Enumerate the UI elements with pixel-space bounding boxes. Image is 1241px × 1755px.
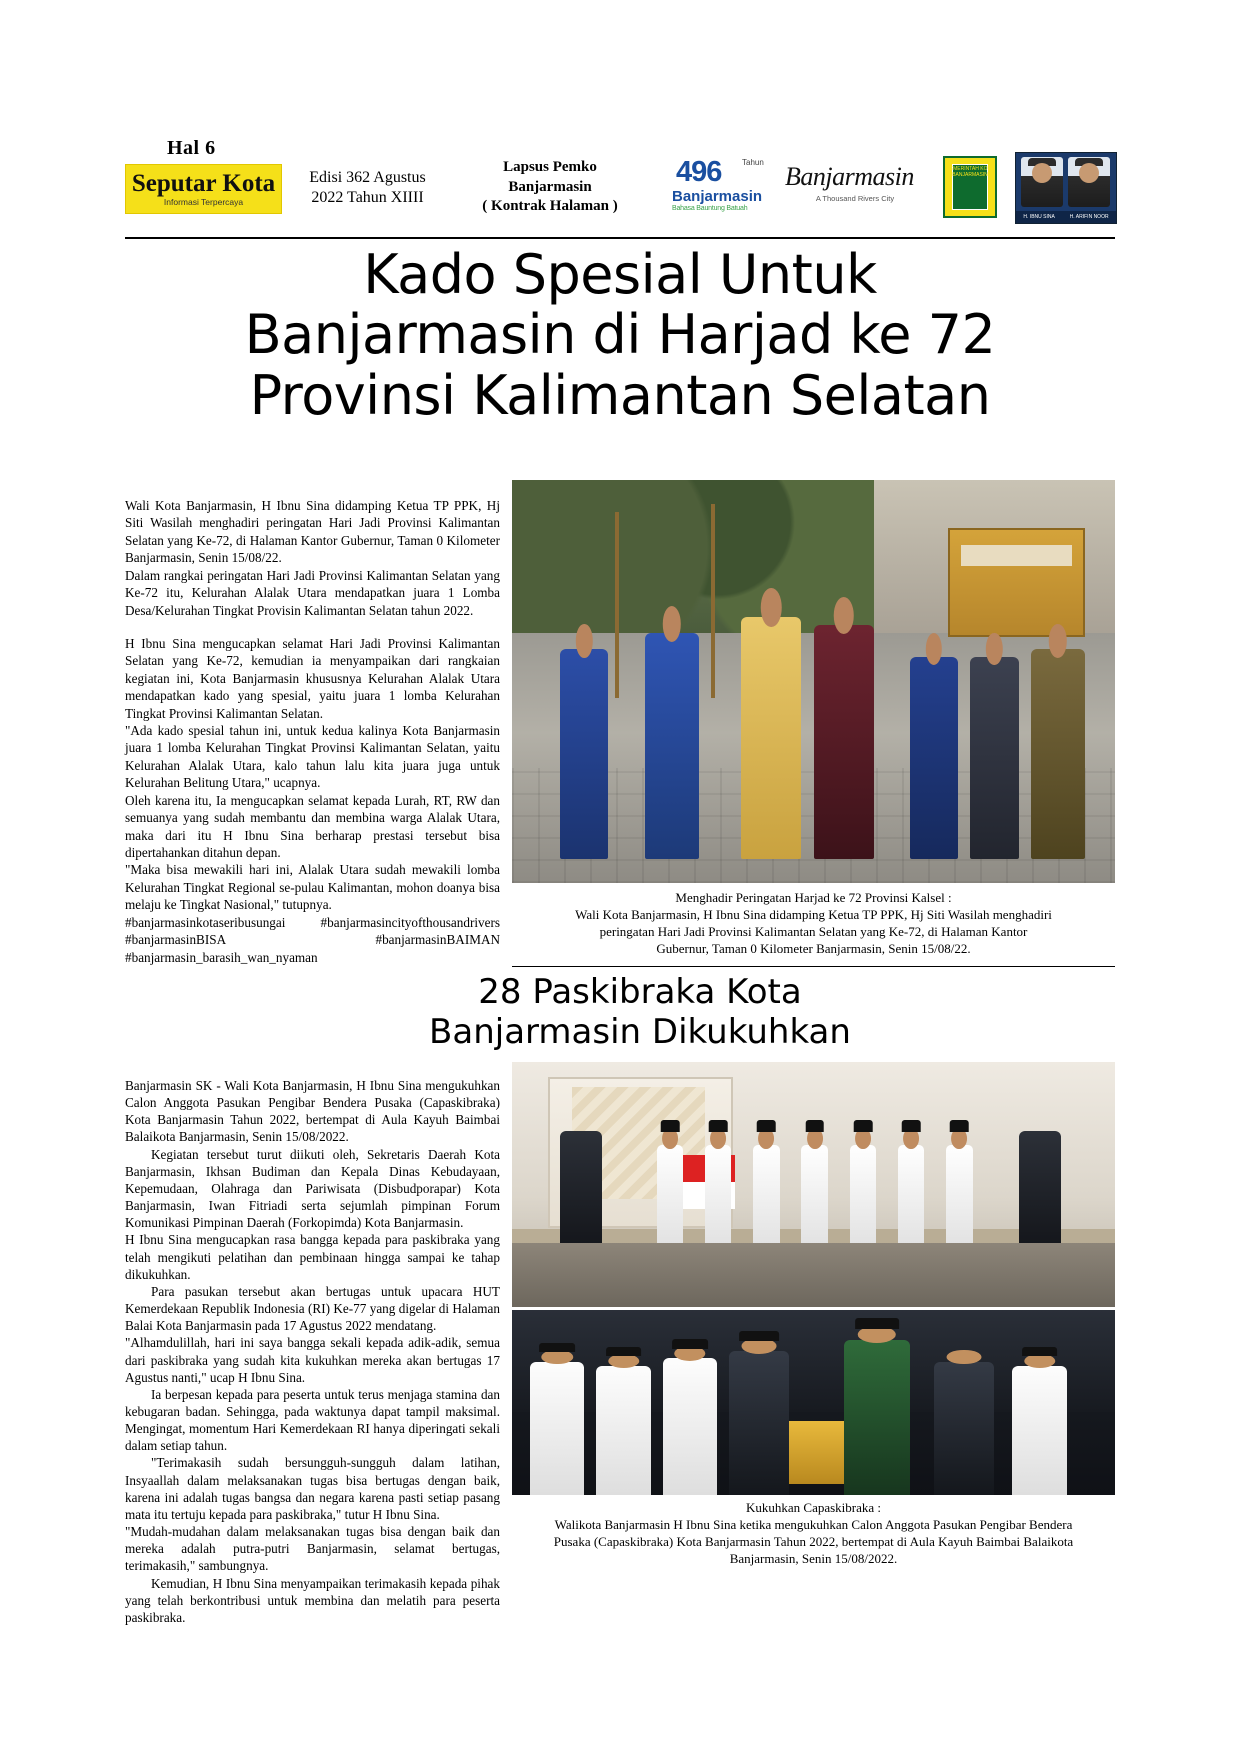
paskibraka-figure <box>663 1358 717 1495</box>
city-brand-name: Banjarmasin <box>785 162 914 191</box>
anniversary-tagline: Bahasa Bauntung Batuah <box>672 205 748 212</box>
paskibraka-figure <box>946 1145 973 1243</box>
paragraph: Oleh karena itu, Ia mengucapkan selamat kepada Lurah, RT, RW dan semuanya yang sudah membantu dan membina warga Alalak Utara, maka dari itu H Ibnu Sina berharap prestasi tersebut bisa dipertahankan ditahun depan. <box>125 792 500 861</box>
headline-line-1: 28 Paskibraka Kota <box>478 972 802 1012</box>
paskibraka-figure <box>753 1145 780 1243</box>
paskibraka-figure <box>898 1145 925 1243</box>
cap-icon <box>672 1339 708 1349</box>
article-1-caption <box>512 890 1115 958</box>
person-figure <box>970 657 1018 859</box>
city-leaders-photo <box>1015 152 1117 224</box>
caption-line: Wali Kota Banjarmasin, H Ibnu Sina didamping Ketua TP PPK, Hj Siti Wasilah menghadiri <box>575 906 1052 922</box>
caption-line: Menghadir Peringatan Harjad ke 72 Provinsi Kalsel : <box>675 890 952 905</box>
spouse-figure <box>814 625 874 859</box>
paskibraka-figure <box>530 1362 584 1495</box>
article-2-body <box>125 1077 500 1626</box>
leader-portrait-right <box>1068 157 1110 207</box>
anniversary-number: 496 <box>676 156 722 188</box>
official-figure <box>560 1131 602 1244</box>
cap-icon <box>902 1120 921 1132</box>
mayor-figure <box>741 617 801 859</box>
paskibraka-leader-figure <box>844 1340 910 1495</box>
article-2-caption <box>512 1500 1115 1568</box>
floor <box>512 1243 1115 1307</box>
anniversary-city-name: Banjarmasin <box>672 188 763 205</box>
paskibraka-figure <box>596 1366 650 1496</box>
edition-info <box>295 168 440 208</box>
headline-line-1: Kado Spesial Untuk <box>363 243 877 306</box>
page-number-label: Hal 6 <box>167 137 216 159</box>
article-2-photo-top <box>512 1062 1115 1307</box>
head-icon <box>833 597 854 634</box>
paragraph: "Terimakasih sudah bersungguh-sungguh dalam latihan, Insyaallah dalam melaksanakan tugas bisa bertugas dengan baik, karena ini adalah tugas bangsa dan negara karena pasti setiap pasang mata itu tertuju kepada para paskibraka," tutur H Ibnu Sina. <box>125 1455 500 1522</box>
publication-logo <box>125 164 282 214</box>
section-line-3: ( Kontrak Halaman ) <box>482 198 618 214</box>
paragraph: "Mudah-mudahan dalam melaksanakan tugas bisa dengan baik dan mereka adalah putra-putri Banjarmasin, selamat bertugas, terimakasih," sambungnya. <box>125 1524 500 1574</box>
face-icon <box>1032 163 1052 183</box>
leader-names-bar <box>1016 211 1116 223</box>
article-2-photo-bottom <box>512 1310 1115 1495</box>
paragraph: Para pasukan tersebut akan bertugas untuk upacara HUT Kemerdekaan Republik Indonesia (RI) Ke-77 yang digelar di Halaman Balai Kota Banjarmasin pada 17 Agustus 2022 mendatang. <box>125 1283 500 1334</box>
caption-line: Kukuhkan Capaskibraka : <box>745 1500 882 1515</box>
section-title <box>455 158 645 217</box>
cap-icon <box>539 1343 575 1352</box>
government-crest-icon <box>943 156 997 218</box>
ceremonial-pole <box>615 512 619 697</box>
head-icon <box>576 624 592 658</box>
paragraph: Dalam rangkai peringatan Hari Jadi Provinsi Kalimantan Selatan yang Ke-72 itu, Kelurahan Alalak Utara mendapatkan juara 1 Lomba Desa/Kelurahan Tingkat Provisin Kalimantan Selatan tahun 2022. <box>125 567 500 618</box>
anniversary-logo <box>670 154 775 220</box>
head-icon <box>926 633 942 665</box>
article-divider <box>512 966 1115 967</box>
cap-icon <box>661 1120 680 1132</box>
caption-line: Gubernur, Taman 0 Kilometer Banjarmasin, Senin 15/08/22. <box>656 940 971 956</box>
cap-icon <box>854 1120 873 1132</box>
paragraph: H Ibnu Sina mengucapkan selamat Hari Jadi Provinsi Kalimantan Selatan yang Ke-72, kemudian ia menyampaikan dari rangkaian kegiatan ini, Kota Banjarmasin khususnya Kelurahan Alalak Utara mendapatkan kado yang spesial, yaitu juara 1 lomba Kelurahan Tingkat Provinsi Kalimantan Selatan. <box>125 635 500 721</box>
section-line-1: Lapsus Pemko <box>503 159 597 175</box>
edition-line-1: Edisi 362 Agustus <box>309 169 426 186</box>
head-icon <box>947 1350 982 1365</box>
masthead <box>125 137 1115 235</box>
paragraph: "Maka bisa mewakili hari ini, Alalak Utara sudah mewakili lomba Kelurahan Tingkat Regional se-pulau Kalimantan, mohon doanya bisa melaju ke Tingkat Nasional," tutupnya. <box>125 862 500 913</box>
trees <box>512 480 886 649</box>
event-banner <box>948 528 1085 637</box>
section-line-2: Banjarmasin <box>508 178 592 195</box>
caption-line: Walikota Banjarmasin H Ibnu Sina ketika mengukuhkan Calon Anggota Pasukan Pengibar Bendera <box>554 1516 1073 1532</box>
headline-line-3: Provinsi Kalimantan Selatan <box>249 363 991 427</box>
leader-name-right: H. ARIFIN NOOR <box>1069 214 1109 220</box>
publication-tagline: Informasi Terpercaya <box>163 197 244 208</box>
face-icon <box>1079 163 1099 183</box>
headline-line-2: Banjarmasin di Harjad ke 72 <box>244 303 996 367</box>
article-1-headline <box>125 245 1115 426</box>
paskibraka-figure <box>705 1145 732 1243</box>
leader-portrait-left <box>1021 157 1063 207</box>
article-1-photo <box>512 480 1115 883</box>
person-figure <box>910 657 958 859</box>
headline-line-2: Banjarmasin Dikukuhkan <box>429 1012 851 1053</box>
head-icon <box>1048 624 1066 658</box>
person-figure <box>645 633 699 859</box>
paragraph: Kemudian, H Ibnu Sina menyampaikan terimakasih kepada pihak yang telah berkontribusi untuk membina dan melatih para peserta paskibraka. <box>125 1575 500 1625</box>
article-2-headline <box>330 972 950 1052</box>
cap-icon <box>1022 1347 1058 1356</box>
official-figure <box>1019 1131 1061 1244</box>
caption-line: peringatan Hari Jadi Provinsi Kalimantan Selatan yang Ke-72, di Halaman Kantor <box>599 923 1028 939</box>
cap-icon <box>709 1120 728 1132</box>
paragraph: "Ada kado spesial tahun ini, untuk kedua kalinya Kota Banjarmasin juara 1 lomba Kelurahan Tingkat Provinsi Kalimantan Selatan, yaitu Kelurahan Alalak Utara, kalo tahun lalu kita juara juga untuk Kelurahan Belitung Utara," ucapnya. <box>125 723 500 791</box>
cap-icon <box>950 1120 969 1132</box>
cap-icon <box>606 1347 642 1356</box>
edition-line-2: 2022 Tahun XIIII <box>311 189 424 206</box>
paragraph: Ia berpesan kepada para peserta untuk terus menjaga stamina dan kebugaran badan. Sehingga, pada waktunya dapat tampil maksimal. Mengingat, momentum Hari Kemerdekaan RI hanya diperingati sekali dalam setiap tahun. <box>125 1386 500 1454</box>
paskibraka-figure <box>1012 1366 1066 1496</box>
official-figure <box>934 1362 994 1495</box>
paskibraka-figure <box>801 1145 828 1243</box>
paskibraka-figure <box>657 1145 684 1243</box>
cap-icon <box>855 1318 899 1329</box>
photo-scene <box>512 1062 1115 1307</box>
head-icon <box>663 606 681 642</box>
person-figure <box>1031 649 1085 859</box>
leader-name-left: H. IBNU SINA <box>1023 214 1055 220</box>
head-icon <box>761 588 782 627</box>
paskibraka-figure <box>850 1145 877 1243</box>
person-figure <box>560 649 608 859</box>
anniversary-year-label: Tahun <box>742 158 764 167</box>
mayor-figure <box>729 1351 789 1495</box>
hashtags: #banjarmasinkotaseribusungai #banjarmasincityofthousandrivers #banjarmasinBISA #banjarmasinBAIMAN #banjarmasin_barasih_wan_nyaman <box>125 914 500 965</box>
caption-line: Pusaka (Capaskibraka) Kota Banjarmasin Tahun 2022, bertempat di Aula Kayuh Baimbai Balaikota <box>553 1533 1074 1549</box>
paragraph: Kegiatan tersebut turut diikuti oleh, Sekretaris Daerah Kota Banjarmasin, Ikhsan Budiman dan Kepala Dinas Kebudayaan, Kepemudaan, Olahraga dan Pariwisata (Disbudporapar) Kota Banjarmasin, Iwan Fitriadi serta sejumlah pimpinan Forum Komunikasi Pimpinan Daerah (Forkopimda) Kota Banjarmasin. <box>125 1146 500 1231</box>
paragraph: Banjarmasin SK - Wali Kota Banjarmasin, H Ibnu Sina mengukuhkan Calon Anggota Pasukan Pengibar Bendera Pusaka (Capaskibraka) Kota Banjarmasin Tahun 2022, bertempat di Aula Kayuh Baimbai Balaikota Banjarmasin, Senin 15/08/2022. <box>125 1078 500 1145</box>
masthead-divider <box>125 237 1115 239</box>
ceremonial-pole <box>711 504 715 697</box>
article-1-body <box>125 497 500 966</box>
cap-icon <box>757 1120 776 1132</box>
publication-name: Seputar Kota <box>131 170 276 198</box>
city-brand-slogan: A Thousand Rivers City <box>815 194 895 203</box>
paragraph: "Alhamdulillah, hari ini saya bangga sekali kepada adik-adik, semua dari paskibraka yang sudah kita kukuhkan mereka akan bertugas 17 Agustus nanti," ucap H Ibnu Sina. <box>125 1335 500 1385</box>
paragraph: Wali Kota Banjarmasin, H Ibnu Sina didamping Ketua TP PPK, Hj Siti Wasilah menghadiri peringatan Hari Jadi Provinsi Kalimantan Selatan yang Ke-72, di Halaman Kantor Gubernur, Taman 0 Kilometer Banjarmasin, Senin 15/08/22. <box>125 498 500 566</box>
photo-scene <box>512 1310 1115 1495</box>
crest-text: PEMERINTAH KOTA BANJARMASIN <box>946 166 994 178</box>
city-brand-logo <box>785 162 925 210</box>
head-icon <box>986 633 1002 665</box>
cap-icon <box>805 1120 824 1132</box>
paragraph: H Ibnu Sina mengucapkan rasa bangga kepada para paskibraka yang telah mengikuti pelatihan dan pembinaan hingga sampai ke tahap dikukuhkan. <box>125 1232 500 1282</box>
peci-cap-icon <box>739 1331 779 1341</box>
caption-line: Banjarmasin, Senin 15/08/2022. <box>729 1550 898 1566</box>
photo-scene <box>512 480 1115 883</box>
